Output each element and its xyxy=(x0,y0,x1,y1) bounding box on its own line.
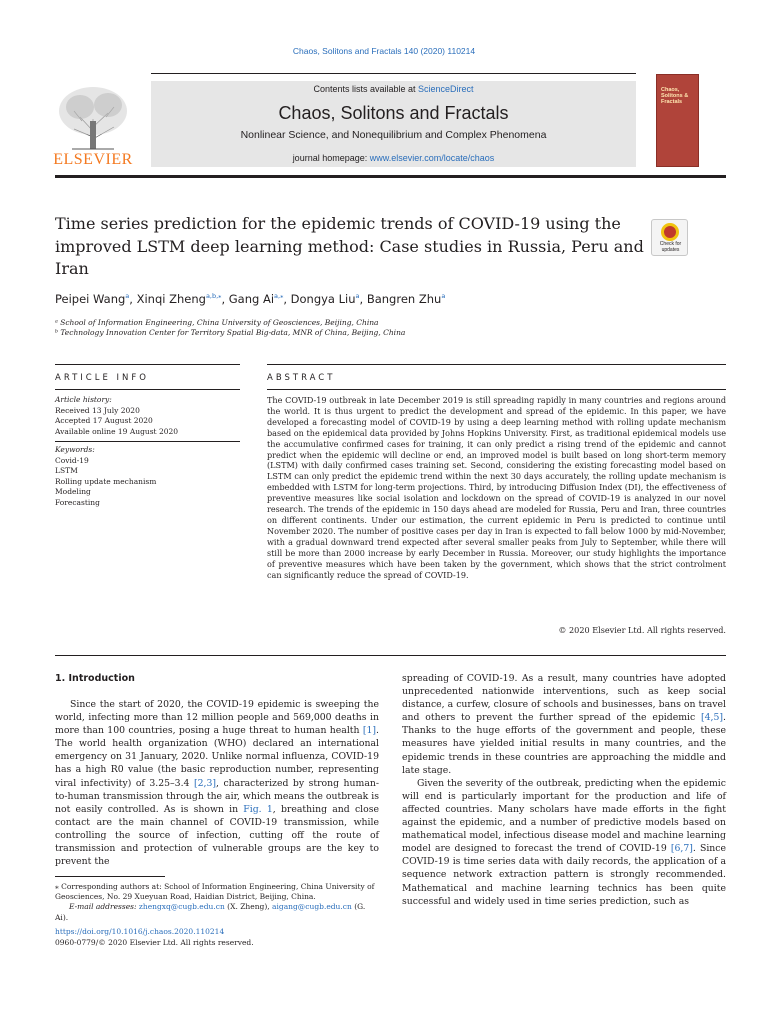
author-list: Peipei Wang$^a$, Xinqi Zheng$^{a,b,⁎}$, Gang $Ai^{a,⁎}$, Dongya Liu$^a$, Bangren Zhu$^a$ xyxy=(55,292,446,306)
publisher-wordmark: ELSEVIER xyxy=(53,151,133,168)
issn-line: 0960-0779/© 2020 Elsevier Ltd. All rights reserved. xyxy=(55,938,254,947)
keywords-label: Keywords: xyxy=(55,445,95,454)
keyword-item: Covid-19 xyxy=(55,455,89,465)
author-name[interactable]: Bangren Zhu xyxy=(366,292,442,306)
journal-banner xyxy=(151,81,636,167)
affiliation-a: ᵃ School of Information Engineering, China University of Geosciences, Beijing, China xyxy=(55,318,379,327)
doi-link[interactable]: https://doi.org/10.1016/j.chaos.2020.110214 xyxy=(55,927,225,936)
author-affil-mark[interactable]: a xyxy=(355,292,360,300)
author-name[interactable]: Gang Ai xyxy=(228,292,275,306)
check-for-updates-button[interactable] xyxy=(651,219,688,256)
intro-paragraph: Since the start of 2020, the COVID-19 epidemic is sweeping the world, infecting more than 12 million people and 569,000 deaths in more than 100 countries, posing a huge threat to human health [1]. The world health organization (WHO) declared an international emergency on 31 January, 2020. Unlike normal influenza, COVID-19 has a high R0 value (the basic reproduction number, representing viral infectivity) of 3.25–3.4 [2,3], characterized by strong human-to-human transmission through the air, which means the outbreak is not easily controlled. As is shown in Fig. 1, breathing and close contact are the main channel of COVID-19 transmission, while controlling the source of infection, cutting off the route of transmission and protection of vulnerable groups are the key to prevent the xyxy=(55,699,379,868)
history-received: Received 13 July 2020 xyxy=(55,405,140,415)
section-heading: 1. Introduction xyxy=(55,673,135,684)
abstract-rule-top xyxy=(267,364,726,365)
email-line: E-mail addresses: zhengxq@cugb.edu.cn (X. Zheng), aigang@cugb.edu.cn (G. Ai). xyxy=(55,902,366,922)
journal-cover-thumbnail xyxy=(656,74,699,167)
affiliation-b: ᵇ Technology Innovation Center for Territory Spatial Big-data, MNR of China, Beijing, China xyxy=(55,328,406,337)
author-affil-mark[interactable]: a,b,⁎ xyxy=(205,292,222,300)
sciencedirect-link[interactable]: ScienceDirect xyxy=(418,84,474,94)
keyword-item: Rolling update mechanism xyxy=(55,476,157,486)
abstract-heading: ABSTRACT xyxy=(267,373,336,383)
cover-title: Chaos, Solitons & Fractals xyxy=(661,87,689,105)
journal-homepage-line: journal homepage: www.elsevier.com/locate/chaos xyxy=(292,153,495,163)
journal-homepage-link[interactable]: www.elsevier.com/locate/chaos xyxy=(369,153,495,163)
corresponding-author-note: ⁎ Corresponding authors at: School of Information Engineering, China University of Geosciences, No. 29 Xueyuan Road, Haidian District, Beijing, China. xyxy=(55,882,375,902)
article-title: Time series prediction for the epidemic trends of COVID-19 using the improved LSTM deep learning method: Case studies in Russia, Peru and Iran xyxy=(55,214,644,278)
intro-paragraph: spreading of COVID-19. As a result, many countries have adopted unprecedented nationwide interventions, such as keep social distance, a curfew, closure of schools and businesses, bans on travel and others to prevent the further spread of the epidemic [4,5]. Thanks to the huge efforts of the government and people, these measures have yielded initial results in many countries, and the epidemic trends in these countries are approaching the middle and late stage. xyxy=(402,673,726,776)
article-info-block xyxy=(55,395,240,508)
header-thick-rule xyxy=(55,175,726,178)
abstract-text: The COVID-19 outbreak in late December 2019 is still spreading rapidly in many countries and regions around the world. It is thus urgent to predict the development and spread of the epidemic. In this paper, we have developed a forecasting model of COVID-19 by using a deep learning method with rolling update mechanism based on the epidemical data provided by Johns Hopkins University. First, as traditional epidemical models use the accumulative confirmed cases for training, it can only predict a rising trend of the epidemic and cannot predict when the epidemic will decline or end, an improved model is built based on long short-term memory (LSTM) with daily confirmed cases training set. Second, considering the existing forecasting model based on LSTM can only predict the epidemic trend within the next 30 days accurately, the rolling update mechanism is embedded with LSTM for long-term projections. Third, by introducing Diffusion Index (DI), the effectiveness of preventive measures like social isolation and lockdown on the spread of COVID-19 is analyzed in our novel research. The trends of the epidemic in 150 days ahead are modeled for Russia, Peru and Iran, three countries on different continents. Under our estimation, the current epidemic in Peru is predicted to continue until November 2020. The number of positive cases per day in Iran is expected to fall below 1000 by mid-November, with a gradual downward trend expected after several smaller peaks from July to September, while there will still be more than 2000 increase by early December in Russia. Moreover, our study highlights the importance of preventive measures which have been taken by the government, which shows that the strict controlment can significantly reduce the spread of COVID-19. xyxy=(267,395,726,580)
info-rule-top xyxy=(55,364,240,365)
journal-title: Chaos, Solitons and Fractals xyxy=(278,103,509,123)
article-info-heading: ARTICLE INFO xyxy=(55,373,149,383)
email-link[interactable]: aigang@cugb.edu.cn xyxy=(272,902,352,912)
figure-link[interactable]: Fig. 1 xyxy=(243,803,273,815)
abstract-copyright: © 2020 Elsevier Ltd. All rights reserved. xyxy=(558,625,726,635)
journal-subtitle: Nonlinear Science, and Nonequilibrium and Complex Phenomena xyxy=(240,129,547,141)
author-name[interactable]: Peipei Wang xyxy=(55,292,126,306)
history-label: Article history: xyxy=(55,395,112,404)
history-online: Available online 19 August 2020 xyxy=(55,426,179,436)
check-for-updates-label: Check for updates xyxy=(659,241,682,253)
email-link[interactable]: zhengxq@cugb.edu.cn xyxy=(138,902,225,912)
body-rule xyxy=(55,655,726,656)
keyword-item: Modeling xyxy=(55,487,91,496)
keyword-item: LSTM xyxy=(55,466,78,475)
citation-link[interactable]: [4,5] xyxy=(700,712,724,724)
info-divider xyxy=(55,441,240,442)
author-affil-mark[interactable]: a xyxy=(125,292,130,300)
author-name[interactable]: Dongya Liu xyxy=(290,292,356,306)
citation-link[interactable]: [2,3] xyxy=(193,777,217,789)
history-accepted: Accepted 17 August 2020 xyxy=(55,416,153,425)
info-rule-mid xyxy=(55,389,240,390)
citation-link[interactable]: [6,7] xyxy=(670,843,693,855)
author-affil-mark[interactable]: a xyxy=(441,292,446,300)
author-name[interactable]: Xinqi Zheng xyxy=(136,292,206,306)
journal-reference[interactable]: Chaos, Solitons and Fractals 140 (2020) 110214 xyxy=(292,46,476,56)
author-affil-mark[interactable]: a,⁎ xyxy=(274,292,284,300)
footnote-rule xyxy=(55,876,165,877)
citation-link[interactable]: [1] xyxy=(362,725,377,737)
check-for-updates-icon xyxy=(661,223,679,241)
body-column-right xyxy=(402,672,726,908)
header-rule xyxy=(151,73,636,74)
abstract-rule-mid xyxy=(267,389,726,390)
intro-paragraph: Given the severity of the outbreak, predicting when the epidemic will end is particularly important for the production and life of affected countries. Many scholars have made efforts in the fight against the epidemic, and a number of predictive models based on mathematical model, infectious disease model and machine learning model are designed to forecast the trend of COVID-19 [6,7]. Since COVID-19 is time series data with daily records, the application of a sequence network extraction pattern is strongly recommended. Mathematical and machine learning technics has been quite successful and widely used in time series prediction, such as xyxy=(402,777,727,907)
keyword-item: Forecasting xyxy=(55,497,100,507)
body-column-left xyxy=(55,698,379,868)
contents-line: Contents lists available at ScienceDirect xyxy=(313,84,474,94)
footnote-block xyxy=(55,882,379,923)
